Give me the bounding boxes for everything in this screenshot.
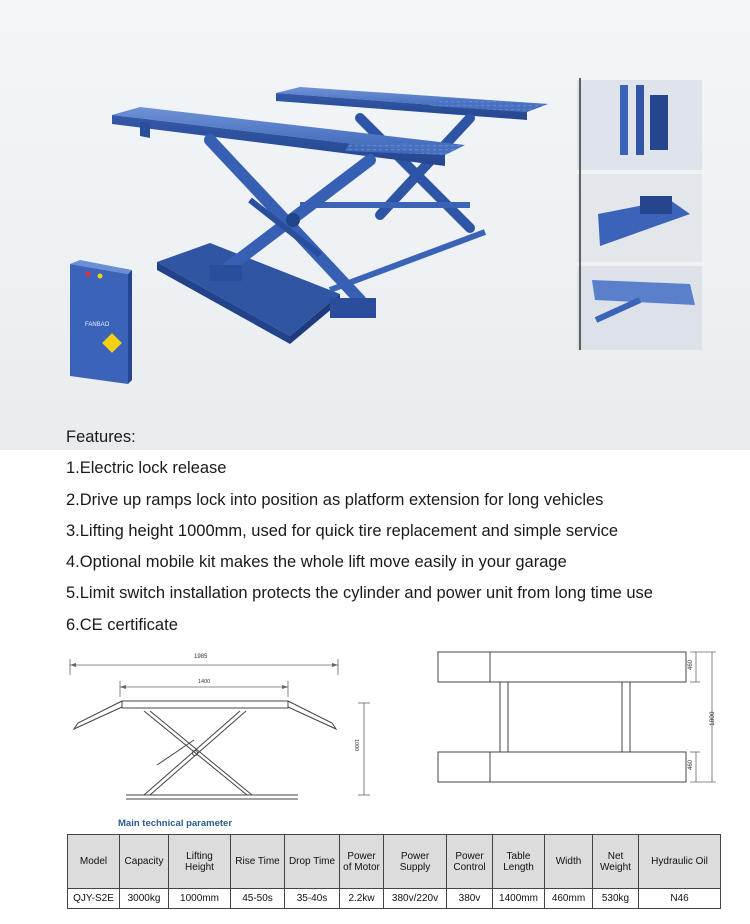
feature-item: 6.CE certificate bbox=[66, 615, 178, 634]
detail-thumbnails bbox=[577, 78, 702, 350]
spec-header-cell: Drop Time bbox=[285, 835, 340, 889]
scissor-lift-illustration bbox=[0, 0, 750, 450]
rear-platform bbox=[276, 87, 548, 120]
spec-header-cell: Lifting Height bbox=[169, 835, 231, 889]
product-photo bbox=[0, 0, 750, 450]
spec-cell: 1000mm bbox=[169, 889, 231, 909]
spec-cell: 3000kg bbox=[120, 889, 169, 909]
spec-header-cell: Table Length bbox=[493, 835, 545, 889]
bottom-platform-width-dim: 460 bbox=[688, 759, 694, 770]
top-platform-width-dim: 460 bbox=[688, 659, 694, 670]
height-dim: 1000 bbox=[353, 739, 359, 752]
spec-cell: 45-50s bbox=[231, 889, 285, 909]
features-section bbox=[66, 422, 746, 641]
spec-table bbox=[67, 834, 721, 909]
spec-header-cell: Hydraulic Oil bbox=[639, 835, 721, 889]
feature-item: 5.Limit switch installation protects the cylinder and power unit from long time use bbox=[66, 584, 653, 603]
spec-title: Main technical parameter bbox=[118, 818, 233, 829]
feature-item: 3.Lifting height 1000mm, used for quick tire replacement and simple service bbox=[66, 521, 619, 540]
front-platform bbox=[112, 107, 465, 166]
spec-cell: 380v/220v bbox=[384, 889, 447, 909]
cabinet-brand-label: FANBAO bbox=[85, 322, 110, 328]
spec-header-cell: Net Weight bbox=[593, 835, 639, 889]
spec-cell: 2.2kw bbox=[340, 889, 384, 909]
spec-header-cell: Model bbox=[68, 835, 120, 889]
spec-header-cell: Width bbox=[545, 835, 593, 889]
rear-scissor-arms bbox=[360, 118, 470, 228]
feature-item: 1.Electric lock release bbox=[66, 459, 227, 478]
features-heading: Features: bbox=[66, 428, 136, 446]
feature-item: 4.Optional mobile kit makes the whole lift move easily in your garage bbox=[66, 553, 567, 572]
spec-header-cell: Power Control bbox=[447, 835, 493, 889]
spec-cell: 1400mm bbox=[493, 889, 545, 909]
spec-data-row bbox=[68, 889, 721, 909]
overall-length-dim: 1985 bbox=[194, 654, 208, 660]
control-cabinet bbox=[70, 260, 132, 384]
thumb-ramp bbox=[577, 266, 702, 350]
spec-cell: N46 bbox=[639, 889, 721, 909]
feature-item: 2.Drive up ramps lock into position as platform extension for long vehicles bbox=[66, 490, 604, 509]
spec-header-cell: Capacity bbox=[120, 835, 169, 889]
spec-header-row bbox=[68, 835, 721, 889]
overall-width-dim: 1800 bbox=[709, 711, 716, 726]
spec-cell: 460mm bbox=[545, 889, 593, 909]
features-list bbox=[66, 453, 746, 641]
spec-header-cell: Rise Time bbox=[231, 835, 285, 889]
spec-header-cell: Power Supply bbox=[384, 835, 447, 889]
spec-cell: 35-40s bbox=[285, 889, 340, 909]
spec-cell: 530kg bbox=[593, 889, 639, 909]
pivot-pin bbox=[286, 213, 300, 227]
side-view-drawing bbox=[62, 645, 380, 810]
spec-header-cell: Power of Motor bbox=[340, 835, 384, 889]
spec-cell: 380v bbox=[447, 889, 493, 909]
spec-cell: QJY-S2E bbox=[68, 889, 120, 909]
top-view-drawing bbox=[432, 648, 722, 793]
table-length-dim: 1400 bbox=[198, 679, 211, 685]
